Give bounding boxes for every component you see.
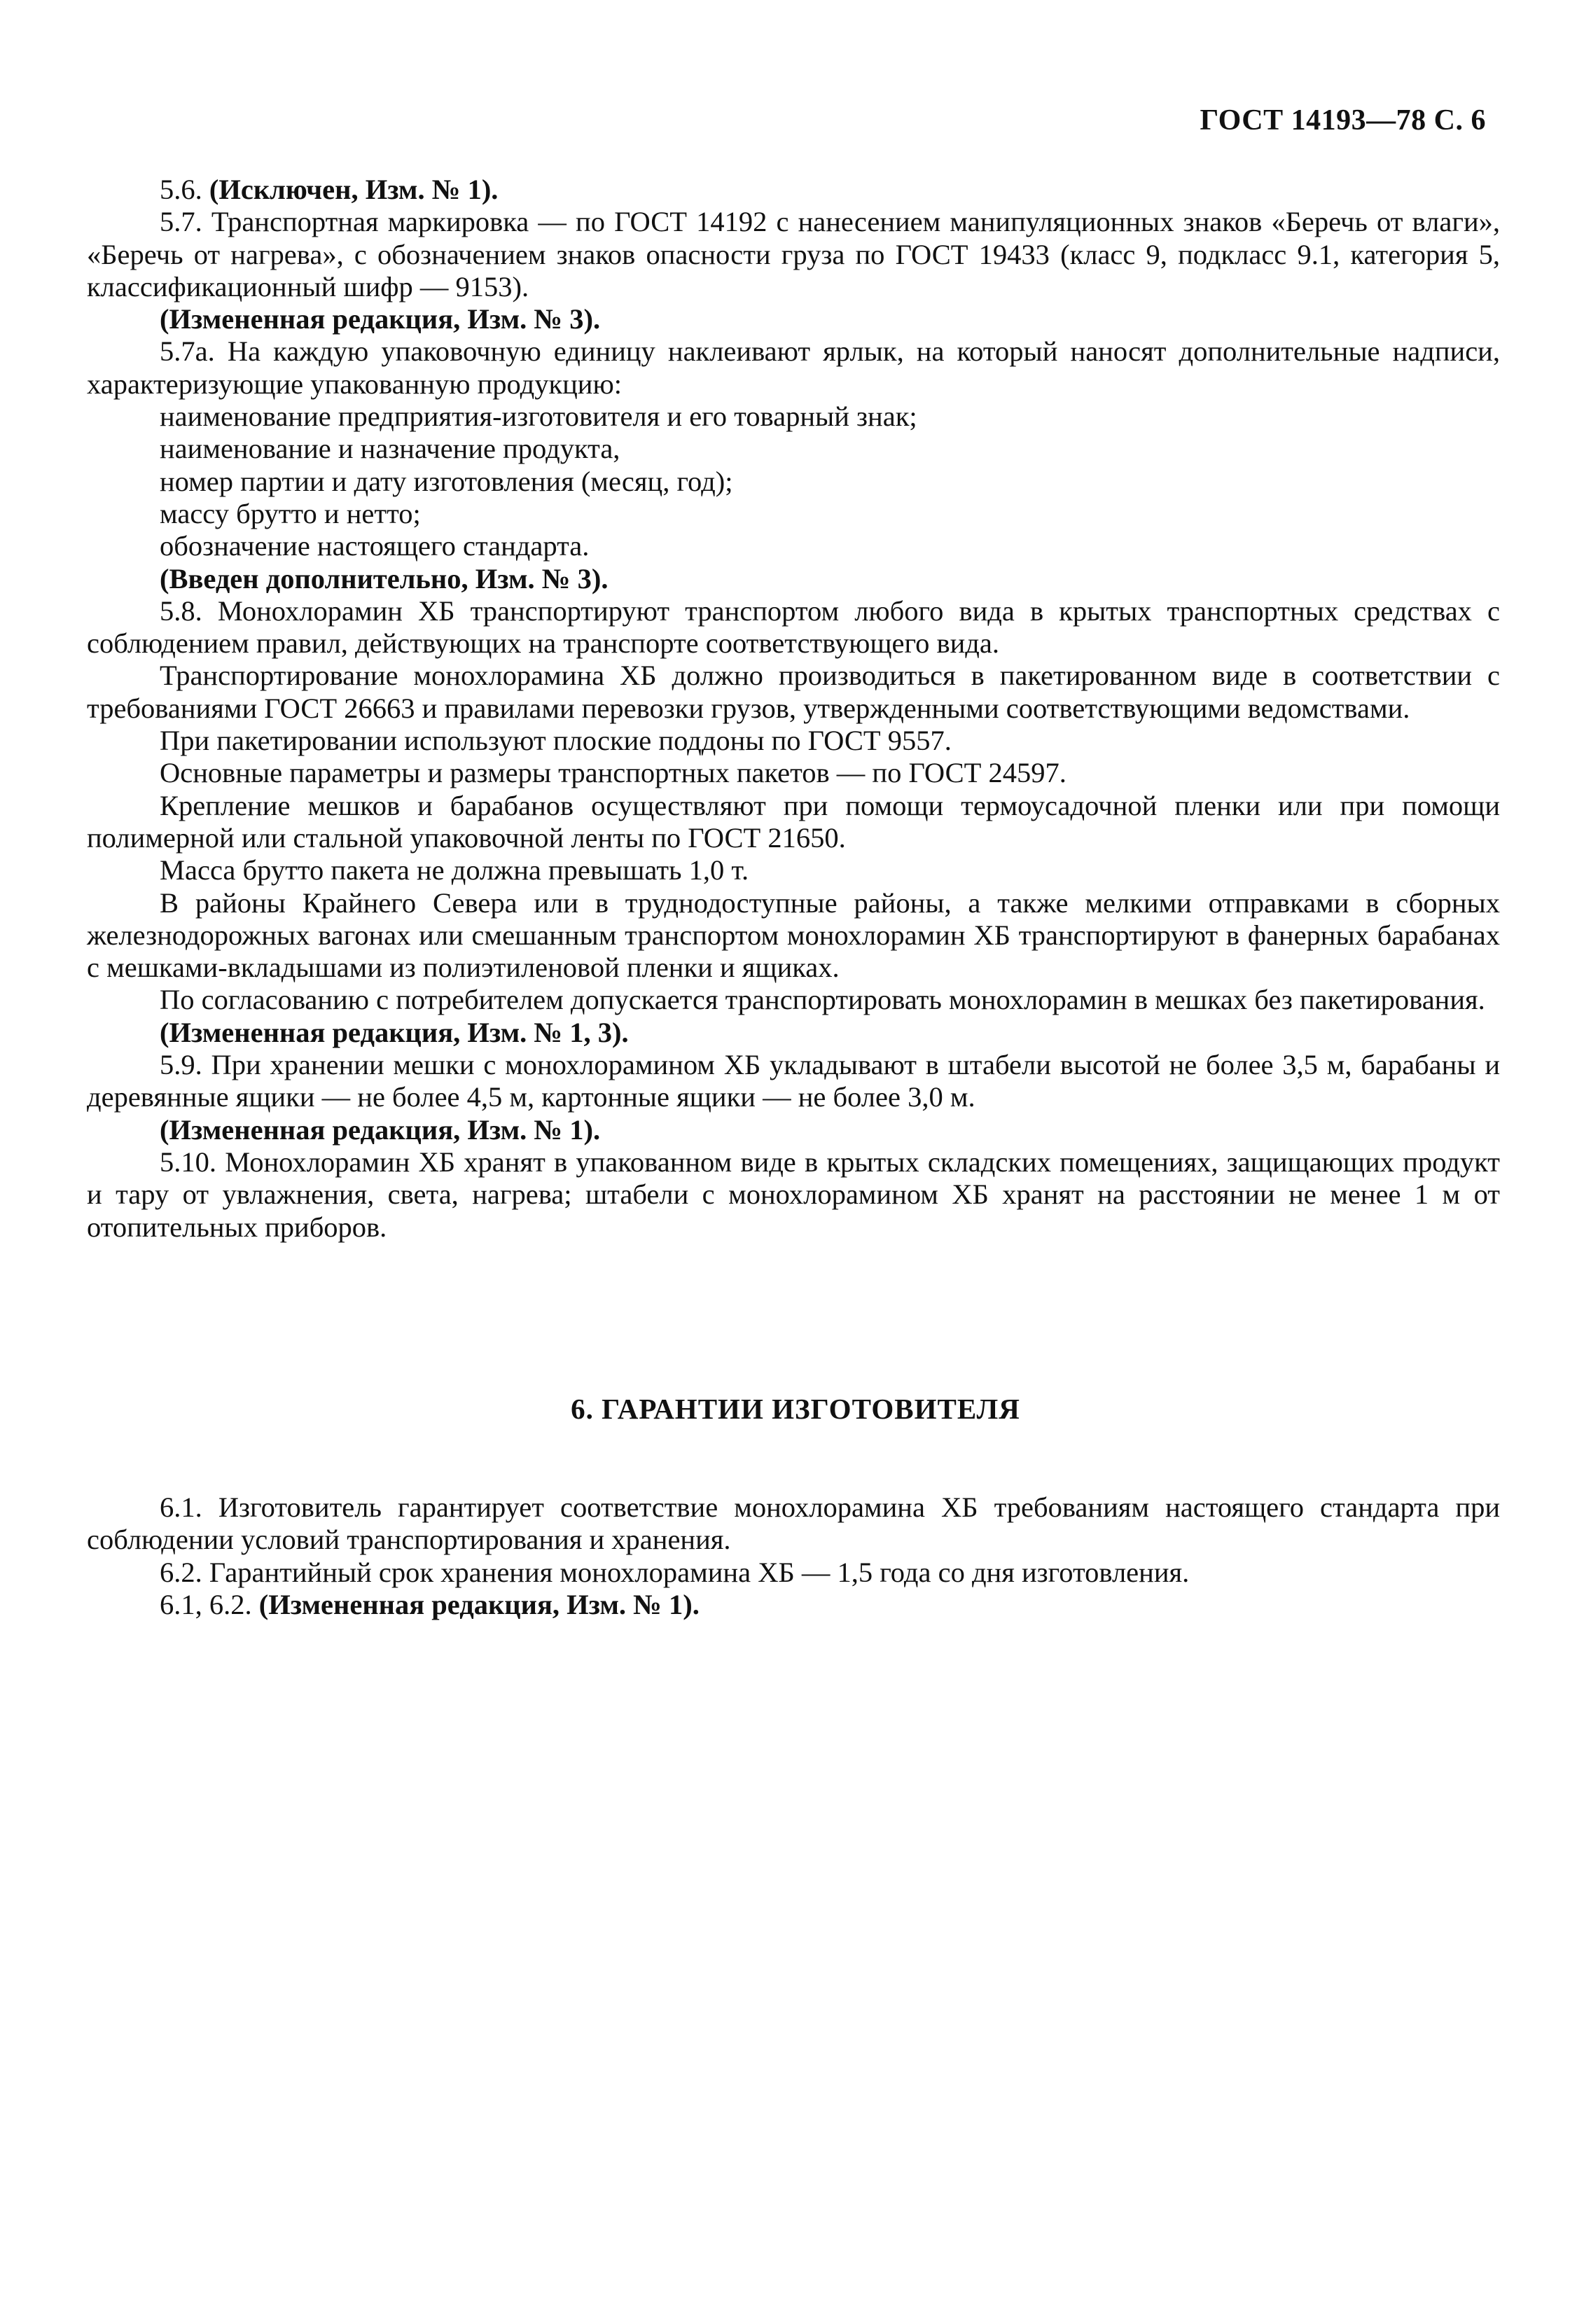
amendment-note: (Исключен, Изм. № 1). xyxy=(209,174,499,205)
paragraph: Масса брутто пакета не должна превышать 1,0 т. xyxy=(160,854,749,886)
list-item: массу брутто и нетто; xyxy=(160,497,421,529)
section-6-title: 6. ГАРАНТИИ ИЗГОТОВИТЕЛЯ xyxy=(571,1393,1020,1425)
amendment-note: 6.1, 6.2. (Измененная редакция, Изм. № 1). xyxy=(160,1588,700,1620)
page-header: ГОСТ 14193—78 С. 6 xyxy=(1200,104,1486,137)
paragraph-5-9: 5.9. При хранении мешки с монохлорамином ХБ укладывают в штабели высотой не более 3,5 м, барабаны и деревянные ящики — не более 4,5 м, картонные ящики — не более 3,0 м. xyxy=(87,1049,1500,1113)
amendment-note: (Измененная редакция, Изм. № 1, 3). xyxy=(160,1016,629,1048)
list-item: номер партии и дату изготовления (месяц, год); xyxy=(160,465,733,497)
paragraph: Транспортирование монохлорамина ХБ должно производиться в пакетированном виде в соответствии с требованиями ГОСТ 26663 и правилами перевозки грузов, утвержденными соответствующими ведомствами. xyxy=(87,660,1500,724)
paragraph: Крепление мешков и барабанов осуществляют при помощи термоусадочной пленки или при помощи полимерной или стальной упаковочной ленты по ГОСТ 21650. xyxy=(87,789,1500,854)
list-item: наименование предприятия-изготовителя и его товарный знак; xyxy=(160,401,917,433)
paragraph-5-8: 5.8. Монохлорамин ХБ транспортируют транспортом любого вида в крытых транспортных средствах с соблюдением правил, действующих на транспорте соответствующего вида. xyxy=(87,594,1500,660)
paragraph-5-7a: 5.7а. На каждую упаковочную единицу наклеивают ярлык, на который наносят дополнительные надписи, характеризующие упакованную продукцию: xyxy=(87,335,1500,400)
paragraph: При пакетировании используют плоские поддоны по ГОСТ 9557. xyxy=(160,725,952,757)
paragraph-5-6: 5.6. (Исключен, Изм. № 1). xyxy=(160,174,499,205)
paragraph-5-10: 5.10. Монохлорамин ХБ хранят в упакованном виде в крытых складских помещениях, защищающих продукт и тару от увлажнения, света, нагрева; штабели с монохлорамином ХБ хранят на расстоянии не менее 1 м от отопительных приборов. xyxy=(87,1146,1500,1243)
list-item: обозначение настоящего стандарта. xyxy=(160,530,590,562)
paragraph: Основные параметры и размеры транспортных пакетов — по ГОСТ 24597. xyxy=(160,757,1067,789)
paragraph-6-2: 6.2. Гарантийный срок хранения монохлорамина ХБ — 1,5 года со дня изготовления. xyxy=(160,1556,1190,1588)
amendment-note: (Введен дополнительно, Изм. № 3). xyxy=(160,562,609,594)
paragraph: В районы Крайнего Севера или в труднодоступные районы, а также мелкими отправками в сборных железнодорожных вагонах или смешанным транспортом монохлорамин ХБ транспортируют в фанерных барабанах с мешками-вкладышами из полиэтиленовой пленки и ящиках. xyxy=(87,886,1500,984)
amendment-note: (Измененная редакция, Изм. № 3). xyxy=(160,303,601,335)
section-5-body xyxy=(87,174,1500,1244)
paragraph-6-1: 6.1. Изготовитель гарантирует соответствие монохлорамина ХБ требованиям настоящего стандарта при соблюдении условий транспортирования и хранения. xyxy=(87,1491,1500,1556)
paragraph-5-7: 5.7. Транспортная маркировка — по ГОСТ 14192 с нанесением манипуляционных знаков «Беречь от влаги», «Беречь от нагрева», с обозначением знаков опасности груза по ГОСТ 19433 (класс 9, подкласс 9.1, категория 5, классификационный шифр — 9153). xyxy=(87,206,1500,302)
amendment-note: (Измененная редакция, Изм. № 1). xyxy=(160,1113,601,1146)
list-item: наименование и назначение продукта, xyxy=(160,433,620,465)
section-6-body xyxy=(87,1491,1500,1621)
paragraph: По согласованию с потребителем допускается транспортировать монохлорамин в мешках без пакетирования. xyxy=(160,984,1485,1016)
